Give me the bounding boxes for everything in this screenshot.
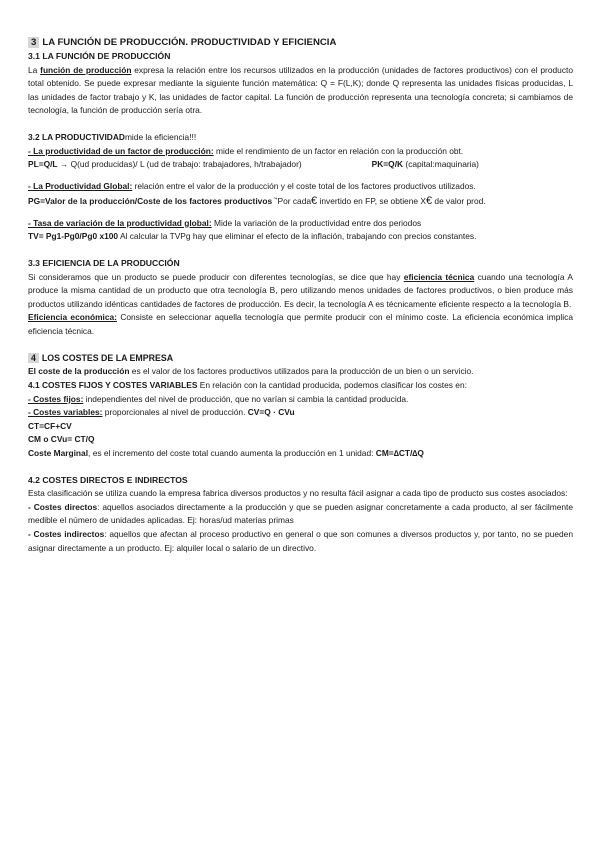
section-3-2-heading: [28, 131, 573, 145]
term-eficiencia-economica: Eficiencia económica:: [28, 312, 117, 323]
economic-efficiency-paragraph: [28, 311, 573, 338]
fixed-costs-label: - Costes fijos:: [28, 393, 84, 404]
text: cuando una tecnología A produce la misma cantidad de un producto que otra tecnología B, pero utilizando menos unidades de factores productivos, o bien produce más productos utilizando idénticas cantidades de factores de producción. Es decir, la tecnología A es técnicamente eficiente respecto a la tecnología B.: [28, 271, 574, 309]
pl-pk-line: [28, 158, 573, 172]
text: expresa la relación entre los recursos utilizados en la producción (unidades de factores productivos) con el producto total obtenido. Se puede expresar mediante la siguiente función matemática: Q = F(L,K); donde Q representa las unidades físicas producidas, L las unidades de factor trabajo y K, las unidades de factor capital. La función de producción representa una tecnología concreta; si cambiamos de tecnología, la función de producción sería otra.: [28, 64, 573, 116]
pl-text: → Q(ud producidas)/ L (ud de trabajo: trabajadores, h/trabajador): [57, 159, 302, 170]
pk-text: (capital:maquinaria): [403, 159, 479, 170]
marginal-cost-line: [28, 447, 573, 461]
term-eficiencia-tecnica: eficiencia técnica: [403, 271, 475, 282]
cm-formula: CM o CVu= CT/Q: [28, 434, 95, 445]
intro-term: El coste de la producción: [28, 366, 130, 377]
section-3-3-paragraph: [28, 271, 573, 312]
tv-formula: TV= Pg1-Pg0/Pg0 x100: [28, 231, 119, 242]
section-4-intro: [28, 365, 573, 379]
indirect-costs-label: - Costes indirectos: [28, 529, 105, 540]
term-funcion-produccion: función de producción: [40, 64, 132, 75]
section-4-title: LOS COSTES DE LA EMPRESA: [41, 353, 174, 364]
tv-text: Mide la variación de la productividad entre dos periodos: [211, 217, 422, 228]
variable-costs-label: - Costes variables:: [28, 407, 103, 418]
euro-symbol: €: [425, 195, 433, 208]
pl-formula: PL=Q/L: [28, 159, 58, 170]
text: independientes del nivel de producción, que no varían si cambia la cantidad producida.: [83, 393, 409, 404]
global-productivity-text: relación entre el valor de la producción y el coste total de los factores productivos utilizados.: [132, 180, 476, 191]
direct-costs-paragraph: [28, 501, 573, 528]
text: Consiste en seleccionar aquella tecnología que permite producir con el mínimo coste. La eficiencia económica implica eficiencia técnica.: [28, 312, 573, 336]
text: Por cada: [277, 196, 312, 207]
ct-formula-line: [28, 420, 573, 434]
text: invertido en FP, se obtiene X: [317, 196, 426, 207]
section-4-heading: [28, 351, 573, 365]
factor-productivity-line: [28, 145, 573, 159]
factor-productivity-label: - La productividad de un factor de producción:: [28, 145, 214, 156]
cm-formula-line: [28, 433, 573, 447]
pk-formula: PK=Q/K: [371, 159, 404, 170]
text: proporcionales al nivel de producción.: [102, 407, 248, 418]
section-4-number: 4: [28, 353, 39, 363]
pg-formula-line: [28, 193, 573, 208]
text: : aquellos asociados directamente a la producción y que se pueden asignar concretamente a cada producto, al ser fácilmente medible el número de unidades aplicadas. Ej: horas/ud materias primas: [28, 501, 574, 526]
tv-tail: Al calcular la TVPg hay que eliminar el efecto de la inflación, trabajando con precios constantes.: [118, 231, 477, 242]
section-4-2-heading: 4.2 COSTES DIRECTOS E INDIRECTOS: [28, 474, 188, 485]
section-3-heading: [28, 36, 573, 50]
text: : aquellos que afectan al proceso productivo en general o que son comunes a diversos productos y, por tanto, no se pueden asignar directamente a un producto. Ej: alquiler local o salario de un directivo.: [28, 529, 573, 553]
factor-productivity-text: mide el rendimiento de un factor en relación con la producción obt.: [213, 145, 464, 156]
section-3-title: LA FUNCIÓN DE PRODUCCIÓN. PRODUCTIVIDAD Y EFICIENCIA: [42, 37, 337, 48]
section-3-1-heading: 3.1 LA FUNCIÓN DE PRODUCCIÓN: [28, 51, 171, 61]
text: , es el incremento del coste total cuando aumenta la producción en 1 unidad:: [88, 448, 376, 459]
section-3-number: 3: [28, 37, 39, 48]
marginal-cost-label: Coste Marginal: [28, 448, 89, 459]
text: es el valor de los factores productivos utilizados para la producción de un bien o un servicio.: [129, 366, 474, 377]
section-4-2-paragraph: Esta clasificación se utiliza cuando la empresa fabrica diversos productos y no resulta fácil asignar a cada tipo de producto sus costes asociados:: [28, 488, 568, 499]
section-4-1-heading: [28, 379, 573, 393]
tv-formula-line: [28, 230, 573, 244]
section-4-1-title: 4.1 COSTES FIJOS Y COSTES VARIABLES: [28, 380, 198, 391]
tv-label: - Tasa de variación de la productividad global:: [28, 217, 212, 228]
squiggle-arrow-icon: ⤳: [272, 196, 278, 203]
section-3-2-title: 3.2 LA PRODUCTIVIDAD: [28, 131, 125, 142]
document-page: [28, 36, 573, 555]
text: de valor prod.: [432, 196, 486, 207]
ct-formula: CT=CF+CV: [28, 420, 72, 431]
euro-symbol: €: [311, 195, 318, 208]
indirect-costs-paragraph: [28, 528, 573, 555]
global-productivity-label: - La Productividad Global:: [28, 180, 133, 191]
section-3-3-heading: 3.3 EFICIENCIA DE LA PRODUCCIÓN: [28, 257, 180, 268]
section-3-2-title-tail: mide la eficiencia!!!: [124, 131, 197, 142]
text: Si consideramos que un producto se puede producir con diferentes tecnologías, se dice que hay: [28, 271, 404, 282]
marginal-cost-formula: CM=∆CT/∆Q: [375, 448, 424, 459]
cv-formula: CV=Q · CVu: [247, 407, 295, 418]
text: La: [28, 64, 41, 75]
pg-formula: PG=Valor de la producción/Coste de los factores productivos: [28, 196, 273, 207]
direct-costs-label: - Costes directos: [28, 501, 98, 512]
variable-costs-line: [28, 406, 573, 420]
fixed-costs-line: [28, 393, 573, 407]
section-4-1-tail: En relación con la cantidad producida, podemos clasificar los costes en:: [197, 380, 467, 391]
tv-line: [28, 217, 573, 231]
section-3-1-paragraph: [28, 64, 573, 118]
global-productivity-line: [28, 180, 573, 194]
